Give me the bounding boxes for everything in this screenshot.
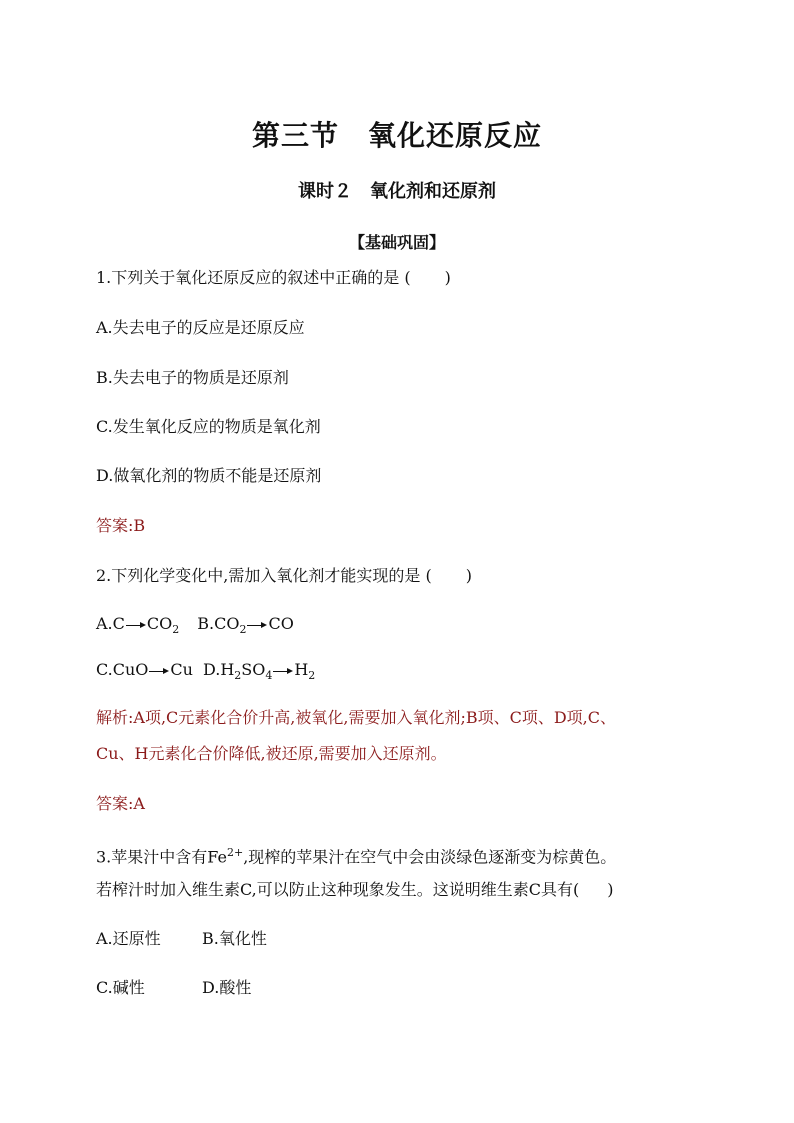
question-2-analysis-line-2: Cu、H元素化合价降低,被还原,需要加入还原剂。 [96, 744, 447, 763]
reaction-arrow-icon [149, 666, 169, 676]
lesson-subtitle: 课时２ 氧化剂和还原剂 [298, 181, 496, 202]
analysis-label: 解析: [96, 708, 134, 727]
question-1-option-a: A.失去电子的反应是还原反应 [96, 318, 305, 337]
option-c: C.CuO Cu [96, 660, 193, 679]
analysis-text: A项,C元素化合价升高,被氧化,需要加入氧化剂;B项、C项、D项,C、 [133, 708, 617, 727]
question-2-stem [96, 566, 472, 586]
option-d: D.酸性 [202, 978, 252, 997]
option-a: A.还原性 [96, 929, 161, 948]
question-3-options-ab [96, 929, 267, 949]
question-1-option-b: B.失去电子的物质是还原剂 [96, 368, 289, 387]
answer-label: 答案: [96, 794, 134, 813]
option-b: $B.CO_2$ CO [197, 614, 294, 637]
answer-value: A [133, 794, 145, 813]
question-1-stem [96, 268, 451, 288]
answer-value: B [133, 516, 146, 535]
answer-label: 答案: [96, 516, 134, 535]
option-b: B.氧化性 [202, 929, 267, 948]
section-heading: 【基础巩固】 [348, 233, 445, 252]
question-3-line-1: 3.苹果汁中含有$Fe^{2+}$,现榨的苹果汁在空气中会由淡绿色逐渐变为棕黄色。 [96, 846, 617, 867]
question-1-close: ) [444, 268, 451, 287]
question-3-line-2: 若榨汁时加入维生素C,可以防止这种现象发生。这说明维生素C具有( ) [96, 880, 614, 899]
page-title: 第三节 氧化还原反应 [251, 119, 542, 152]
option-d: $D.H_2SO_4$ $H_2$ [202, 660, 316, 683]
question-2-analysis-line-1 [96, 708, 616, 728]
reaction-arrow-icon [273, 666, 293, 676]
question-1-text: 1.下列关于氧化还原反应的叙述中正确的是 ( [96, 268, 411, 287]
question-2-options-cd [96, 660, 315, 686]
question-1-answer [96, 516, 145, 536]
question-2-answer [96, 794, 145, 814]
option-a: A.C $CO_2$ [96, 614, 180, 637]
question-1-option-c: C.发生氧化反应的物质是氧化剂 [96, 417, 321, 436]
question-2-options-ab [96, 614, 294, 640]
reaction-arrow-icon [247, 620, 267, 630]
question-2-text: 2.下列化学变化中,需加入氧化剂才能实现的是 ( [96, 566, 432, 585]
option-c: C.碱性 [96, 978, 145, 997]
reaction-arrow-icon [126, 620, 146, 630]
question-3-options-cd [96, 978, 251, 998]
question-2-close: ) [465, 566, 472, 585]
question-1-option-d: D.做氧化剂的物质不能是还原剂 [96, 466, 322, 485]
